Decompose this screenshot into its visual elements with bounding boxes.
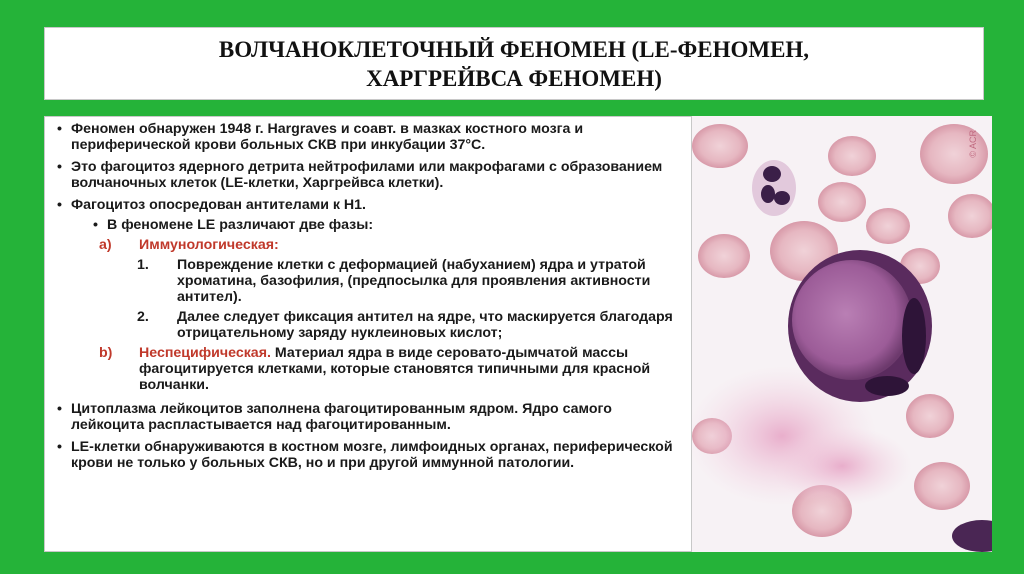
bullet-antibodies: [55, 197, 683, 213]
neutrophil-nucleus-lobe: [763, 166, 781, 182]
title-line-1: ВОЛЧАНОКЛЕТОЧНЫЙ ФЕНОМЕН (LE-ФЕНОМЕН,: [218, 37, 810, 62]
bullet-marker: •: [93, 217, 98, 233]
slide-title: [44, 27, 984, 100]
phase-a: [55, 237, 683, 253]
bullet-marker: •: [57, 401, 62, 417]
bullet-detection: [55, 439, 683, 471]
bullet-text: В феномене LE различают две фазы:: [107, 217, 374, 233]
step-1-marker: 1.: [137, 257, 149, 273]
rbc-shape: [818, 182, 866, 222]
le-cell-micrograph: [692, 116, 992, 552]
neutrophil-nucleus-lobe: [774, 191, 790, 205]
rbc-shape: [914, 462, 970, 510]
phase-a-title: Иммунологическая:: [139, 237, 279, 253]
micrograph-illustration: [692, 116, 992, 552]
bullet-text: Это фагоцитоз ядерного детрита нейтрофилами или макрофагами с образованием волчаночных клеток (LE-клетки, Харгрейвса клетки).: [71, 159, 663, 191]
rbc-shape: [828, 136, 876, 176]
rbc-shape: [906, 394, 954, 438]
bullet-marker: •: [57, 197, 62, 213]
phase-b-text: Материал ядра в виде серовато-дымчатой массы фагоцитируется клетками, которые становятся типичными для красной волчанки.: [139, 345, 651, 393]
le-cell-own-nucleus: [902, 298, 926, 374]
bullet-discovery: [55, 121, 683, 153]
phagocytized-nucleus: [792, 260, 912, 380]
nuclear-material-smear: [772, 426, 912, 506]
bullet-phagocytosis: [55, 159, 683, 191]
neutrophil-nucleus-lobe: [761, 185, 775, 203]
rbc-shape: [692, 124, 748, 168]
bullet-text: LE-клетки обнаруживаются в костном мозге, лимфоидных органах, периферической крови не только у больных СКВ, но и при другой иммунной патологии.: [71, 439, 673, 471]
bullet-cytoplasm: [55, 401, 683, 433]
step-1-text: Повреждение клетки с деформацией (набуханием) ядра и утратой хроматина, базофилия, (предпосылка для проявления активности антител).: [177, 257, 651, 305]
phase-b-marker: b): [99, 345, 113, 361]
content-panel: [44, 116, 692, 552]
phase-a-marker: a): [99, 237, 112, 253]
phase-b: [55, 345, 683, 393]
watermark: © ACR: [968, 130, 978, 158]
phase-b-title: Неспецифическая.: [139, 345, 271, 361]
bullet-text: Фагоцитоз опосредован антителами к Н1.: [71, 197, 366, 213]
phase-a-step-2: [55, 309, 683, 341]
step-2-marker: 2.: [137, 309, 149, 325]
bullet-text: Феномен обнаружен 1948 г. Hargraves и соавт. в мазках костного мозга и периферической крови больных СКВ при инкубации 37°С.: [71, 121, 584, 153]
title-line-2: ХАРГРЕЙВСА ФЕНОМЕН): [366, 66, 662, 91]
bullet-two-phases: [55, 217, 683, 233]
bullet-marker: •: [57, 159, 62, 175]
step-2-text: Далее следует фиксация антител на ядре, что маскируется благодаря отрицательному заряду нуклеиновых кислот;: [177, 309, 673, 341]
phase-a-step-1: [55, 257, 683, 305]
rbc-shape: [698, 234, 750, 278]
bullet-marker: •: [57, 439, 62, 455]
bullet-marker: •: [57, 121, 62, 137]
le-cell-own-nucleus: [865, 376, 909, 396]
rbc-shape: [866, 208, 910, 244]
bullet-text: Цитоплазма лейкоцитов заполнена фагоцитированным ядром. Ядро самого лейкоцита распластывается над фагоцитированным.: [71, 401, 612, 433]
